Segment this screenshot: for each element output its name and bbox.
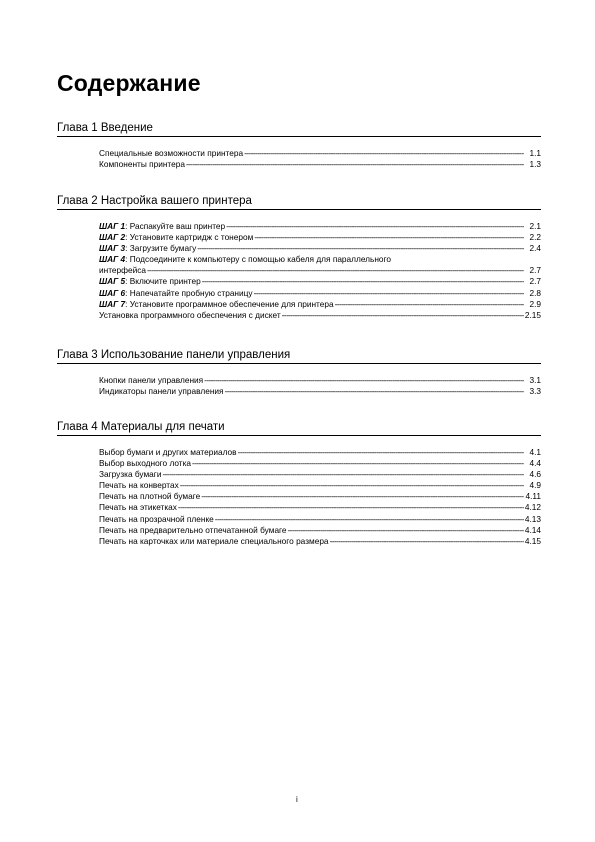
toc-entry-title: Индикаторы панели управления: [99, 386, 224, 397]
toc-entry-title: Установка программного обеспечения с дискет: [99, 309, 281, 320]
toc-entry-multiline[interactable]: [99, 254, 541, 276]
toc-entry[interactable]: [99, 514, 541, 525]
toc-entry[interactable]: [99, 276, 541, 287]
chapter-title: Глава 2 Настройка вашего принтера: [57, 194, 541, 210]
step-text: : Подсоедините к компьютеру с помощью кабеля для параллельного: [125, 254, 391, 265]
toc-entry-title: Печать на этикетках: [99, 502, 177, 513]
toc-entry-page: 2.15: [524, 309, 541, 320]
dot-leader: [147, 265, 524, 276]
dot-leader: [204, 375, 524, 386]
toc-entry-page: 4.11: [525, 491, 541, 502]
dot-leader: [202, 276, 524, 287]
dot-leader: [192, 458, 524, 469]
toc-entry[interactable]: [99, 243, 541, 254]
toc-entry[interactable]: [99, 148, 541, 159]
dot-leader: [244, 148, 524, 159]
toc-entry-title: Кнопки панели управления: [99, 375, 204, 385]
chapter-3: [57, 348, 541, 397]
step-text: : Распакуйте ваш принтер: [125, 221, 226, 231]
dot-leader: [330, 536, 524, 547]
chapter-4: [57, 420, 541, 547]
toc-entry-page: 2.1: [529, 221, 541, 231]
dot-leader: [288, 525, 524, 536]
toc-entry-title: [99, 299, 334, 310]
dot-leader: [186, 159, 524, 170]
step-label: ШАГ 5: [99, 276, 126, 287]
toc-entry[interactable]: [99, 491, 541, 502]
dot-leader: [225, 386, 524, 397]
step-label: ШАГ 6: [99, 287, 126, 298]
dot-leader: [254, 232, 524, 243]
chapter-title: Глава 3 Использование панели управления: [57, 348, 541, 364]
toc-entry-title: Загрузка бумаги: [99, 469, 162, 480]
toc-entry[interactable]: [99, 386, 541, 397]
toc-entry[interactable]: [99, 536, 541, 547]
toc-entry-page: 3.1: [529, 375, 541, 385]
toc-entry-page: 3.3: [529, 386, 541, 397]
chapter-entries: [99, 375, 541, 397]
toc-entry[interactable]: [99, 447, 541, 458]
toc-entry[interactable]: [99, 480, 541, 491]
toc-entry[interactable]: [99, 299, 541, 310]
toc-entry-page: 4.9: [529, 480, 541, 491]
step-label: ШАГ 3: [99, 243, 126, 254]
toc-entry-title: [99, 243, 196, 254]
chapter-title: Глава 1 Введение: [57, 121, 541, 137]
toc-entry-page: 1.1: [529, 148, 541, 158]
toc-entry[interactable]: [99, 288, 541, 299]
dot-leader: [180, 480, 524, 491]
toc-entry[interactable]: [99, 375, 541, 386]
toc-entry[interactable]: [99, 310, 541, 321]
toc-entry-title: Выбор выходного лотка: [99, 458, 192, 469]
toc-entry-page: 2.2: [529, 232, 541, 243]
dot-leader: [197, 243, 524, 254]
toc-entry-title: [99, 276, 201, 287]
toc-entry-page: 2.7: [529, 265, 541, 276]
toc-entry-page: 2.7: [529, 276, 541, 287]
toc-entry-title: Печать на карточках или материале специального размера: [99, 535, 329, 546]
toc-entry[interactable]: [99, 159, 541, 170]
step-label: ШАГ 7: [99, 298, 126, 309]
chapter-1: [57, 121, 541, 170]
step-label: ШАГ 1: [99, 221, 126, 231]
toc-entry-title: Печать на плотной бумаге: [99, 491, 201, 502]
toc-entry-title: Компоненты принтера: [99, 159, 185, 170]
toc-entry-title: [99, 254, 541, 265]
toc-entry-title: Специальные возможности принтера: [99, 148, 244, 158]
toc-entry-title: [99, 288, 253, 299]
chapter-title: Глава 4 Материалы для печати: [57, 420, 541, 436]
toc-entry-page: 2.4: [529, 243, 541, 254]
toc-entry-page: 4.1: [529, 447, 541, 457]
dot-leader: [162, 469, 524, 480]
page-number: i: [296, 795, 298, 804]
toc-entry-page: 4.14: [524, 524, 541, 535]
chapter-entries: [99, 221, 541, 321]
chapter-entries: [99, 148, 541, 170]
toc-entry[interactable]: [99, 232, 541, 243]
chapter-entries: [99, 447, 541, 547]
step-text: : Напечатайте пробную страницу: [125, 287, 253, 298]
dot-leader: [335, 299, 524, 310]
dot-leader: [254, 288, 524, 299]
toc-entry-page: 2.8: [529, 287, 541, 298]
step-label: ШАГ 4: [99, 254, 126, 265]
toc-entry-page: 4.6: [529, 469, 541, 480]
toc-entry-page: 4.12: [524, 502, 541, 513]
step-label: ШАГ 2: [99, 232, 126, 243]
dot-leader: [215, 514, 524, 525]
chapter-2: [57, 194, 541, 321]
toc-entry-title: Печать на прозрачной пленке: [99, 513, 214, 524]
toc-entry-title: [99, 221, 225, 232]
toc-entry-title: [99, 232, 253, 243]
step-text: : Включите принтер: [125, 276, 201, 287]
toc-entry-page: 4.4: [529, 458, 541, 469]
toc-entry-title: Печать на конвертах: [99, 480, 179, 491]
dot-leader: [238, 447, 524, 458]
toc-entry-page: 4.13: [524, 513, 541, 524]
toc-entry-page: 2.9: [529, 298, 541, 309]
toc-entry[interactable]: [99, 502, 541, 513]
dot-leader: [201, 491, 524, 502]
toc-entry-title: Печать на предварительно отпечатанной бумаге: [99, 524, 287, 535]
toc-entry-page: 1.3: [529, 159, 541, 170]
dot-leader: [226, 221, 524, 232]
toc-entry[interactable]: [99, 469, 541, 480]
toc-entry[interactable]: [99, 458, 541, 469]
step-text: : Загрузите бумагу: [125, 243, 197, 254]
toc-entry[interactable]: [99, 525, 541, 536]
step-text: : Установите картридж с тонером: [125, 232, 254, 243]
toc-entry-page: 4.15: [524, 535, 541, 546]
page-title: Содержание: [57, 70, 201, 96]
toc-entry[interactable]: [99, 221, 541, 232]
toc-entry-title: Выбор бумаги и других материалов: [99, 447, 237, 457]
step-text: : Установите программное обеспечение для принтера: [125, 298, 334, 309]
dot-leader: [178, 502, 524, 513]
toc-entry-continuation: [99, 265, 541, 276]
toc-entry-continuation-text: интерфейса: [99, 265, 146, 276]
dot-leader: [282, 310, 524, 321]
